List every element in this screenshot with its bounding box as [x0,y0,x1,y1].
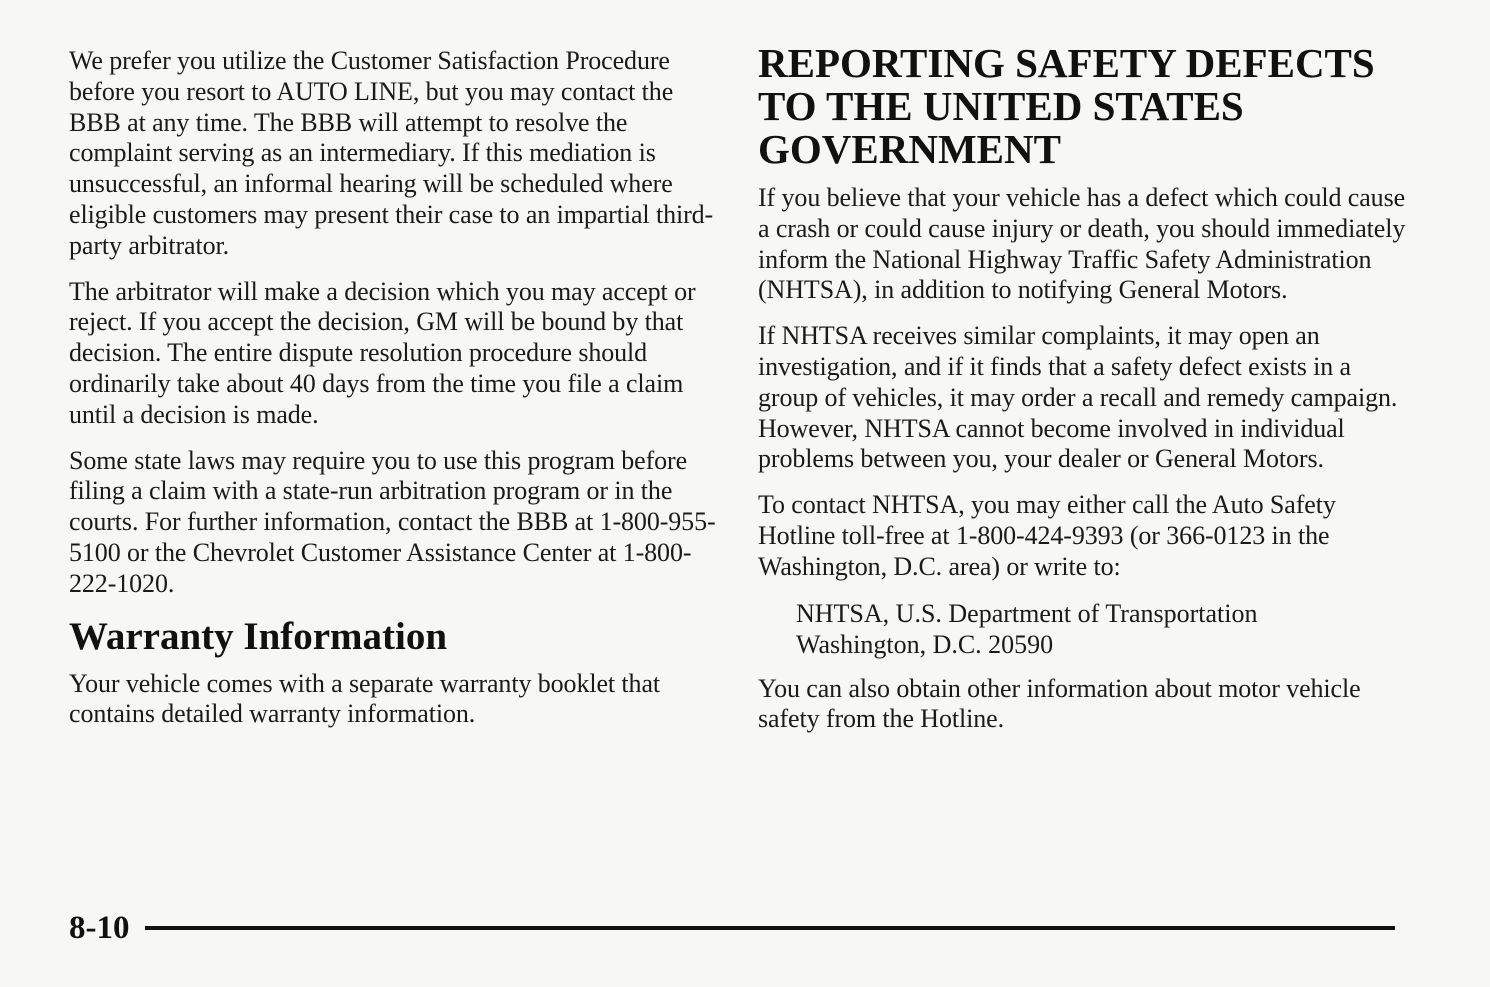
hotline-info-paragraph: You can also obtain other information about motor vehicle safety from the Hotline. [758,673,1361,734]
page-footer [69,906,1395,950]
warranty-heading: Warranty Information [69,614,448,658]
page-number: 8-10 [69,910,130,946]
address-line-2: Washington, D.C. 20590 [796,629,1054,659]
right-column [758,42,1408,750]
address-line-1: NHTSA, U.S. Department of Transportation [796,598,1258,628]
left-column [69,46,719,745]
bbb-procedure-paragraph: We prefer you utilize the Customer Satisfaction Procedure before you resort to AUTO LINE, but you may contact the BBB at any time. The BBB will attempt to resolve the complaint serving as an intermediary. If this mediation is unsuccessful, an informal hearing will be scheduled where eligible customers may present their case to an impartial third-party arbitrator. [69,46,714,260]
nhtsa-address [796,598,1408,660]
safety-defects-heading: REPORTING SAFETY DEFECTS TO THE UNITED STATES GOVERNMENT [758,40,1375,172]
arbitrator-decision-paragraph: The arbitrator will make a decision which you may accept or reject. If you accept the decision, GM will be bound by that decision. The entire dispute resolution procedure should ordinarily take about 40 days from the time you file a claim until a decision is made. [69,276,696,429]
footer-rule [145,926,1395,930]
defect-inform-paragraph: If you believe that your vehicle has a defect which could cause a crash or could cause injury or death, you should immediately inform the National Highway Traffic Safety Administration (NHTSA), in addition to notifying General Motors. [758,183,1406,305]
state-laws-paragraph: Some state laws may require you to use this program before filing a claim with a state-run arbitration program or in the courts. For further information, contact the BBB at 1-800-955-5100 or the Chevrolet Customer Assistance Center at 1-800-222-1020. [69,445,716,598]
nhtsa-investigation-paragraph: If NHTSA receives similar complaints, it may open an investigation, and if it finds that a safety defect exists in a group of vehicles, it may order a recall and remedy campaign. However, NHTSA cannot become involved in individual problems between you, your dealer or General Motors. [758,321,1398,474]
warranty-paragraph: Your vehicle comes with a separate warranty booklet that contains detailed warranty information. [69,668,661,729]
contact-nhtsa-paragraph: To contact NHTSA, you may either call the Auto Safety Hotline toll-free at 1-800-424-9393 (or 366-0123 in the Washington, D.C. area) or write to: [758,490,1336,581]
